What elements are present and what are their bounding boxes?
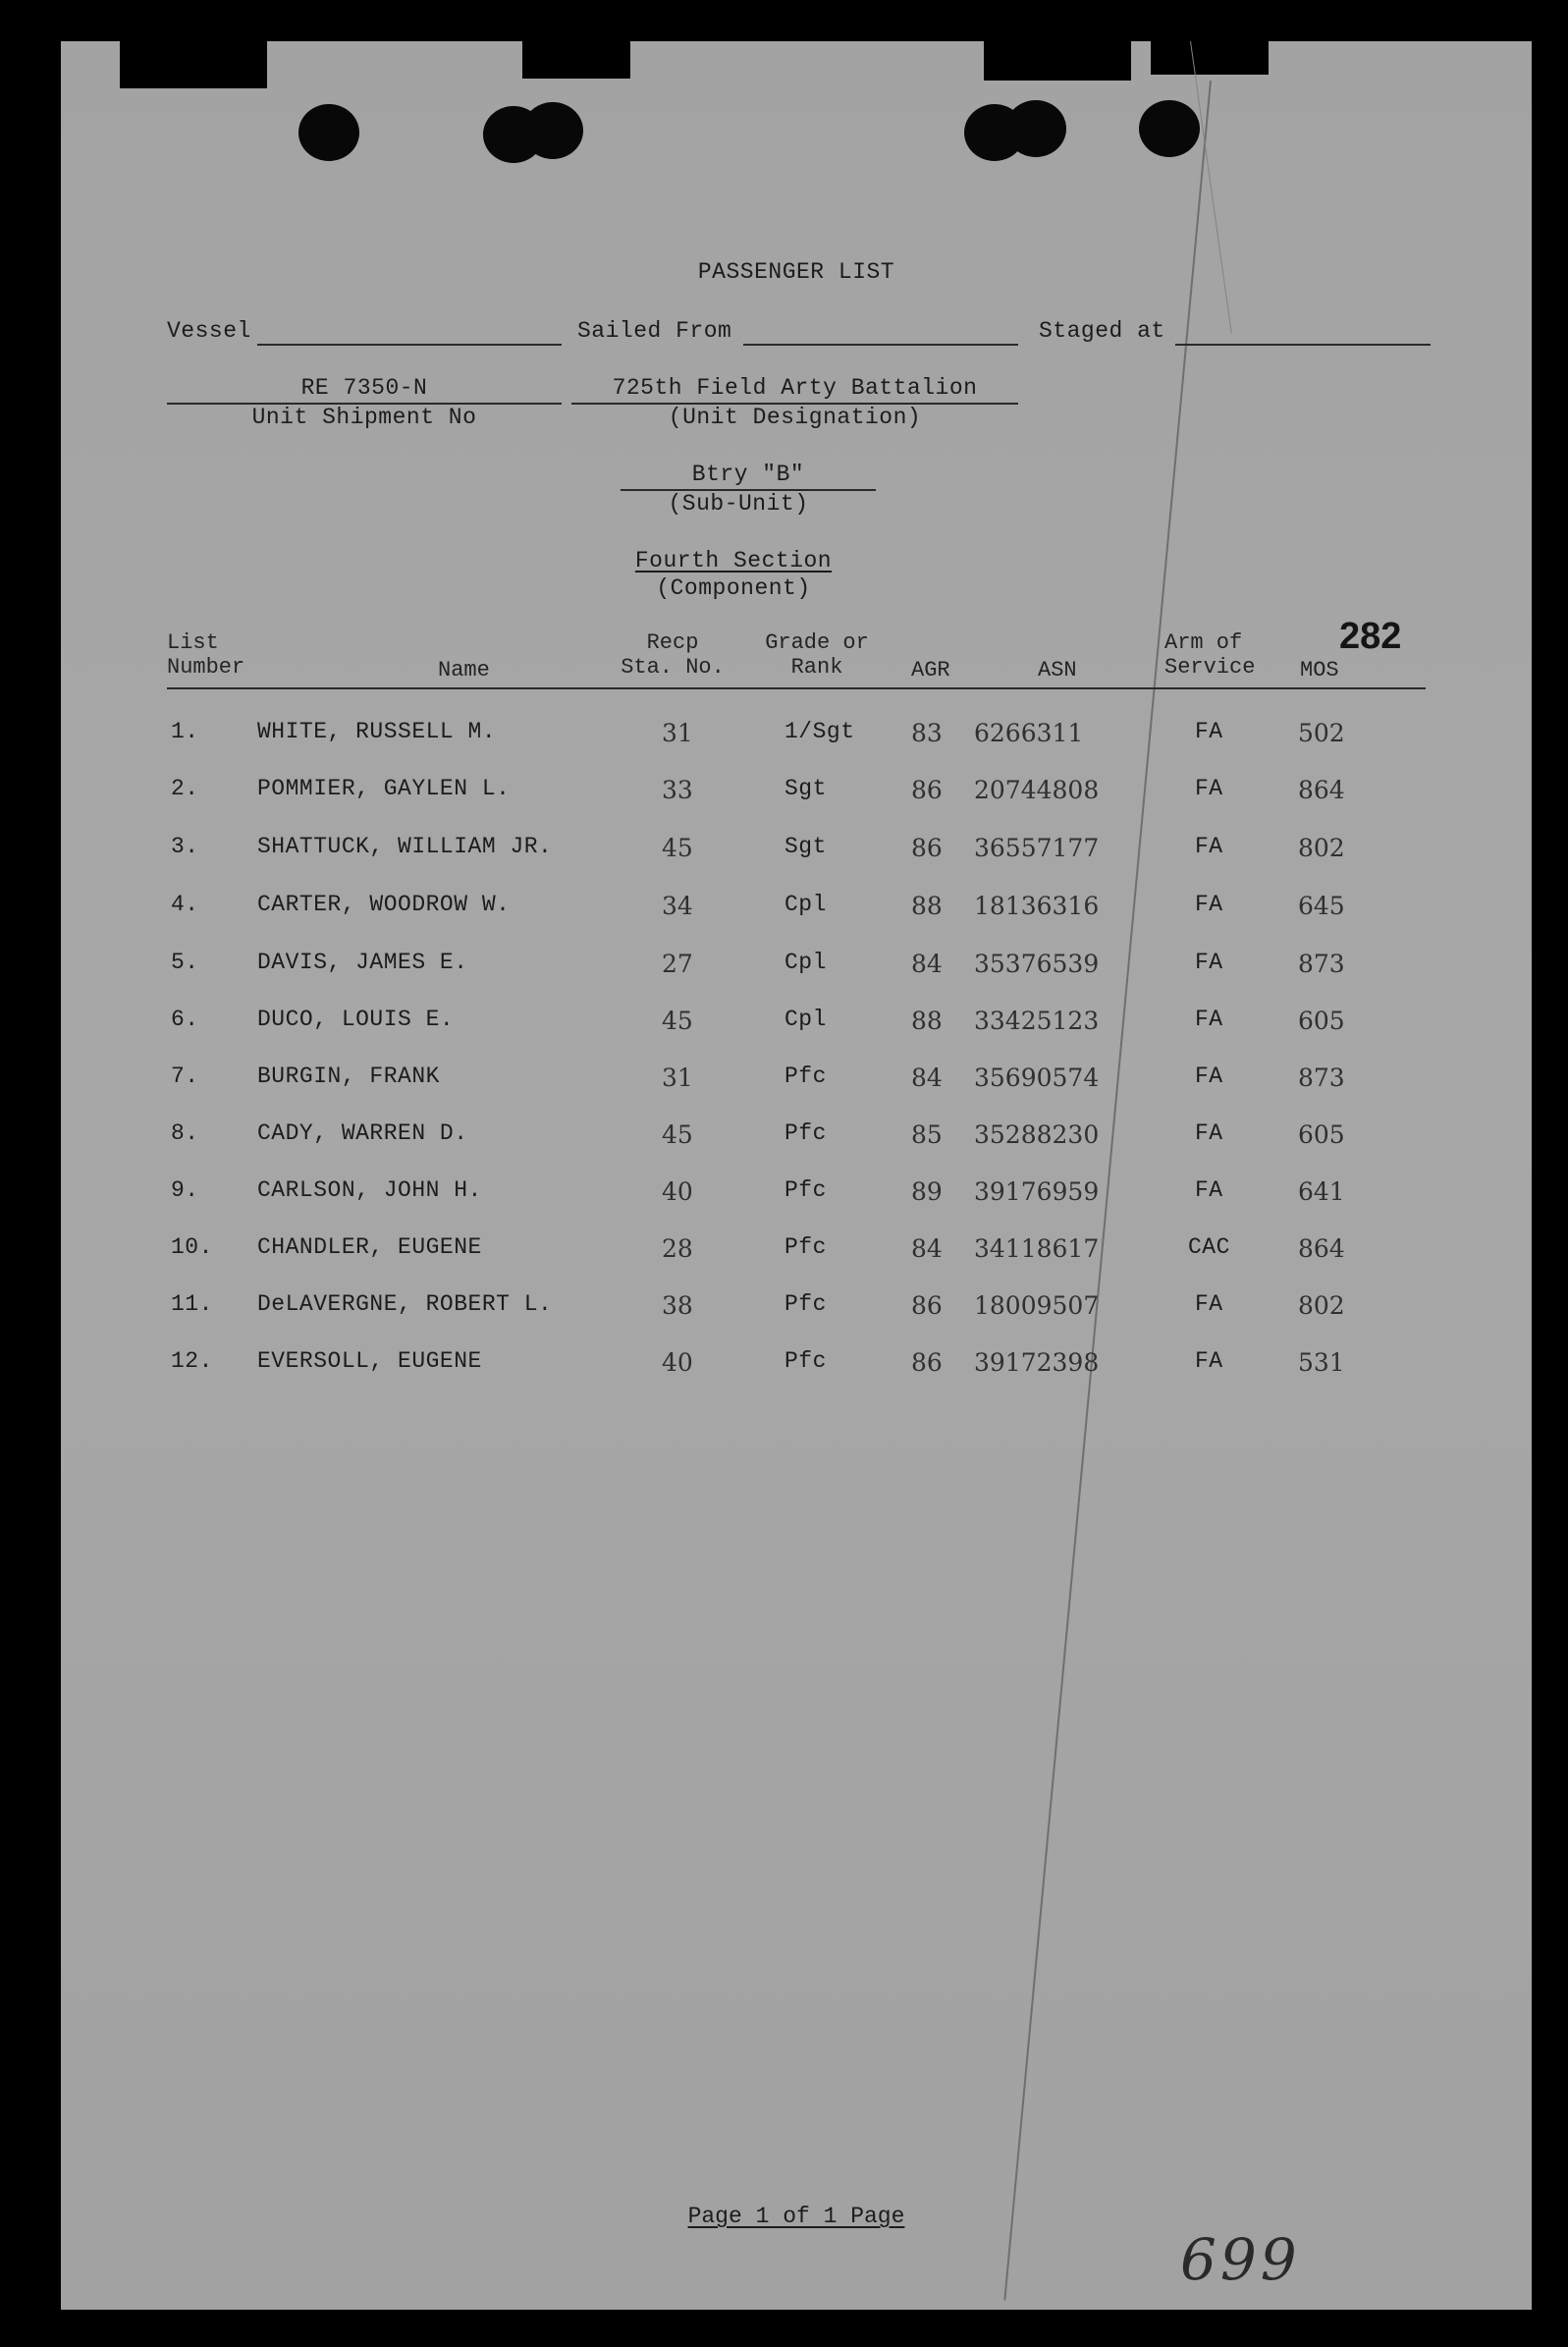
header-name: Name: [438, 658, 490, 682]
staged-at-field: [1175, 344, 1431, 346]
cell-sta-no: 27: [662, 950, 693, 978]
cell-sta-no: 33: [662, 776, 693, 804]
punch-hole: [1139, 100, 1200, 157]
cell-list-number: 10.: [171, 1234, 213, 1260]
cell-name: DAVIS, JAMES E.: [257, 950, 468, 975]
cell-list-number: 4.: [171, 892, 199, 917]
cell-asn: 35690574: [974, 1064, 1100, 1092]
cell-mos: 641: [1298, 1177, 1345, 1206]
cell-sta-no: 45: [662, 1120, 693, 1149]
sub-unit: Btry "B": [691, 462, 805, 487]
passenger-list-sheet: [61, 41, 1532, 2310]
header-mos: MOS: [1300, 658, 1339, 682]
punch-hole: [522, 102, 583, 159]
cell-rank: Cpl: [784, 892, 827, 917]
binder-tab-left: [120, 41, 267, 88]
cell-name: WHITE, RUSSELL M.: [257, 719, 497, 744]
cell-asn: 34118617: [974, 1234, 1100, 1263]
table-row: [61, 1007, 1435, 1046]
cell-rank: Pfc: [784, 1120, 827, 1146]
cell-mos: 531: [1298, 1348, 1345, 1377]
cell-name: CARLSON, JOHN H.: [257, 1177, 482, 1203]
table-row: [61, 776, 1435, 815]
component: Fourth Section: [634, 548, 833, 573]
table-row: [61, 719, 1435, 758]
table-row: [61, 1120, 1435, 1160]
cell-asn: 20744808: [974, 776, 1100, 804]
cell-rank: Pfc: [784, 1291, 827, 1317]
vessel-field: [257, 344, 562, 346]
cell-arm: FA: [1195, 834, 1223, 859]
cell-asn: 35376539: [974, 950, 1100, 978]
header-arm-of-service: Arm of Service: [1164, 630, 1256, 680]
cell-sta-no: 34: [662, 892, 693, 920]
cell-name: BURGIN, FRANK: [257, 1064, 440, 1089]
cell-name: DUCO, LOUIS E.: [257, 1007, 455, 1032]
cell-list-number: 2.: [171, 776, 199, 801]
cell-name: SHATTUCK, WILLIAM JR.: [257, 834, 553, 859]
cell-agr: 85: [911, 1120, 943, 1149]
vessel-label: Vessel: [167, 318, 251, 344]
staged-at-label: Staged at: [1039, 318, 1165, 344]
cell-sta-no: 31: [662, 1064, 693, 1092]
cell-sta-no: 45: [662, 1007, 693, 1035]
cell-mos: 873: [1298, 950, 1345, 978]
cell-arm: FA: [1195, 1348, 1223, 1374]
header-list-number: List Number: [167, 630, 245, 680]
punch-hole: [1005, 100, 1066, 157]
sailed-from-label: Sailed From: [577, 318, 732, 344]
cell-list-number: 7.: [171, 1064, 199, 1089]
cell-agr: 86: [911, 1348, 943, 1377]
cell-asn: 39172398: [974, 1348, 1100, 1377]
sailed-from-field: [743, 344, 1018, 346]
cell-mos: 645: [1298, 892, 1345, 920]
cell-arm: FA: [1195, 1120, 1223, 1146]
cell-arm: CAC: [1188, 1234, 1230, 1260]
unit-designation: 725th Field Arty Battalion: [612, 375, 978, 401]
cell-name: EVERSOLL, EUGENE: [257, 1348, 482, 1374]
cell-arm: FA: [1195, 1177, 1223, 1203]
cell-rank: Cpl: [784, 950, 827, 975]
cell-sta-no: 40: [662, 1348, 693, 1377]
page-stamp-number: 282: [1339, 616, 1402, 657]
cell-asn: 6266311: [974, 719, 1084, 747]
header-grade-rank: Grade or Rank: [765, 630, 869, 680]
table-row: [61, 1177, 1435, 1217]
cell-list-number: 12.: [171, 1348, 213, 1374]
cell-agr: 86: [911, 834, 943, 862]
cell-mos: 802: [1298, 1291, 1345, 1320]
page-footer: Page 1 of 1 Page: [687, 2204, 905, 2229]
punch-hole: [298, 104, 359, 161]
header-asn: ASN: [1038, 658, 1077, 682]
cell-sta-no: 38: [662, 1291, 693, 1320]
cell-mos: 605: [1298, 1007, 1345, 1035]
cell-agr: 84: [911, 1064, 943, 1092]
header-recp-sta-no: Recp Sta. No.: [621, 630, 725, 680]
cell-sta-no: 28: [662, 1234, 693, 1263]
cell-agr: 88: [911, 1007, 943, 1035]
cell-list-number: 1.: [171, 719, 199, 744]
cell-arm: FA: [1195, 892, 1223, 917]
cell-arm: FA: [1195, 1007, 1223, 1032]
unit-shipment-caption: Unit Shipment No: [251, 405, 477, 430]
cell-rank: Pfc: [784, 1348, 827, 1374]
header-rule: [167, 687, 1426, 689]
cell-list-number: 5.: [171, 950, 199, 975]
cell-name: DeLAVERGNE, ROBERT L.: [257, 1291, 553, 1317]
cell-list-number: 9.: [171, 1177, 199, 1203]
unit-designation-caption: (Unit Designation): [668, 405, 922, 430]
sub-unit-caption: (Sub-Unit): [668, 491, 809, 517]
cell-rank: Cpl: [784, 1007, 827, 1032]
cell-rank: Pfc: [784, 1064, 827, 1089]
cell-list-number: 6.: [171, 1007, 199, 1032]
document-title: PASSENGER LIST: [697, 259, 895, 285]
cell-name: POMMIER, GAYLEN L.: [257, 776, 511, 801]
table-row: [61, 950, 1435, 989]
cell-asn: 18136316: [974, 892, 1100, 920]
cell-arm: FA: [1195, 776, 1223, 801]
binder-tab-center: [522, 41, 630, 79]
cell-mos: 605: [1298, 1120, 1345, 1149]
cell-list-number: 8.: [171, 1120, 199, 1146]
cell-rank: Sgt: [784, 834, 827, 859]
cell-rank: 1/Sgt: [784, 719, 855, 744]
cell-arm: FA: [1195, 1291, 1223, 1317]
cell-agr: 83: [911, 719, 943, 747]
cell-name: CADY, WARREN D.: [257, 1120, 468, 1146]
cell-sta-no: 45: [662, 834, 693, 862]
cell-agr: 89: [911, 1177, 943, 1206]
cell-agr: 88: [911, 892, 943, 920]
component-caption: (Component): [656, 575, 811, 601]
cell-arm: FA: [1195, 1064, 1223, 1089]
table-row: [61, 1291, 1435, 1331]
cell-mos: 802: [1298, 834, 1345, 862]
cell-mos: 864: [1298, 1234, 1345, 1263]
table-row: [61, 1064, 1435, 1103]
table-row: [61, 892, 1435, 931]
table-row: [61, 1348, 1435, 1388]
cell-mos: 864: [1298, 776, 1345, 804]
cell-arm: FA: [1195, 719, 1223, 744]
table-row: [61, 1234, 1435, 1274]
cell-rank: Pfc: [784, 1234, 827, 1260]
cell-rank: Pfc: [784, 1177, 827, 1203]
header-agr: AGR: [911, 658, 950, 682]
cell-list-number: 11.: [171, 1291, 213, 1317]
cell-mos: 873: [1298, 1064, 1345, 1092]
cell-agr: 84: [911, 950, 943, 978]
cell-name: CARTER, WOODROW W.: [257, 892, 511, 917]
cell-agr: 84: [911, 1234, 943, 1263]
cell-arm: FA: [1195, 950, 1223, 975]
cell-sta-no: 40: [662, 1177, 693, 1206]
cell-list-number: 3.: [171, 834, 199, 859]
cell-agr: 86: [911, 1291, 943, 1320]
cell-asn: 33425123: [974, 1007, 1100, 1035]
cell-agr: 86: [911, 776, 943, 804]
cell-rank: Sgt: [784, 776, 827, 801]
cell-mos: 502: [1298, 719, 1345, 747]
cell-asn: 18009507: [974, 1291, 1100, 1320]
binder-tab-far-right: [1151, 41, 1269, 75]
binder-tab-right: [984, 41, 1131, 81]
handwritten-number: 699: [1180, 2226, 1301, 2293]
cell-name: CHANDLER, EUGENE: [257, 1234, 482, 1260]
cell-asn: 39176959: [974, 1177, 1100, 1206]
table-row: [61, 834, 1435, 873]
cell-asn: 35288230: [974, 1120, 1100, 1149]
cell-asn: 36557177: [974, 834, 1100, 862]
unit-shipment-no: RE 7350-N: [300, 375, 428, 401]
cell-sta-no: 31: [662, 719, 693, 747]
